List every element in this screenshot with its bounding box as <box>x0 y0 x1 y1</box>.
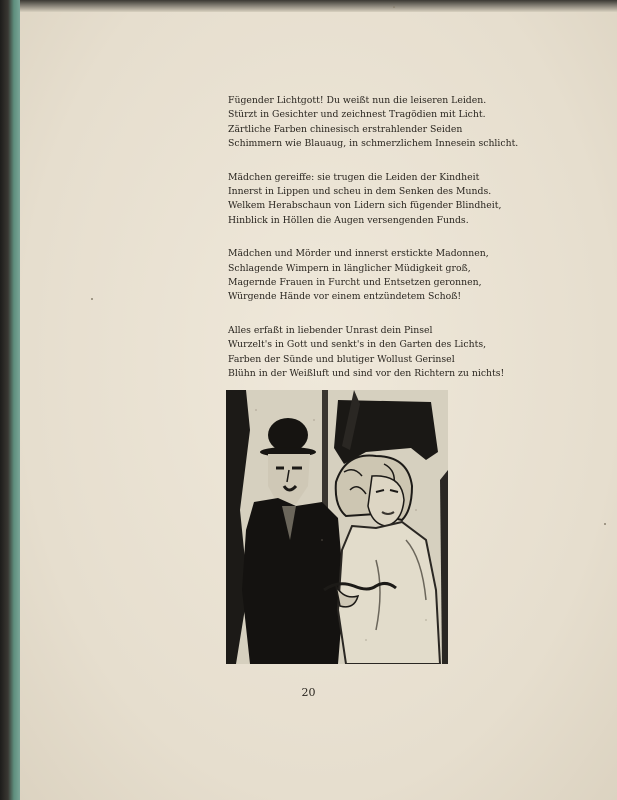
poem-line: Schlagende Wimpern in länglicher Müdigkeit groß, <box>228 262 471 274</box>
poem-line: Hinblick in Höllen die Augen versengenden Funds. <box>228 214 469 226</box>
paper-speck <box>604 523 606 525</box>
page-top-shadow <box>20 0 617 12</box>
poem-line: Farben der Sünde und blutiger Wollust Gerinsel <box>228 353 455 365</box>
poem-line: Alles erfaßt in liebender Unrast dein Pinsel <box>228 324 433 336</box>
paper-speck <box>393 6 395 8</box>
poem <box>228 94 528 401</box>
poem-line: Zärtliche Farben chinesisch erstrahlender Seiden <box>228 123 463 135</box>
poem-line: Magernde Frauen in Furcht und Entsetzen geronnen, <box>228 277 482 289</box>
book-spine <box>0 0 20 800</box>
poem-line: Innerst in Lippen und scheu in dem Senken des Munds. <box>228 186 492 198</box>
stanza <box>228 324 528 382</box>
poem-line: Schimmern wie Blauaug, in schmerzlichem Innesein schlicht. <box>228 138 519 150</box>
bowler-hat <box>268 418 308 452</box>
poem-line: Mädchen und Mörder und innerst erstickte Madonnen, <box>228 248 489 260</box>
paper-speck <box>91 298 93 300</box>
stanza <box>228 94 528 152</box>
woodcut-couple-illustration <box>226 390 448 664</box>
poem-line: Würgende Hände vor einem entzündetem Schoß! <box>228 291 462 303</box>
illustration-art <box>226 390 448 664</box>
poem-line: Fügender Lichtgott! Du weißt nun die leiseren Leiden. <box>228 95 487 106</box>
stanza <box>228 247 528 305</box>
page-number: 20 <box>301 686 316 699</box>
woman-face <box>368 476 404 526</box>
poem-line: Welkem Herabschaun von Lidern sich fügender Blindheit, <box>228 200 502 212</box>
poem-line: Wurzelt's in Gott und senkt's in den Garten des Lichts, <box>228 339 487 351</box>
stanza <box>228 171 528 229</box>
poem-line: Stürzt in Gesichter und zeichnest Tragödien mit Licht. <box>228 109 486 121</box>
poem-line: Mädchen gereiffe: sie trugen die Leiden der Kindheit <box>228 171 480 183</box>
poem-line: Blühn in der Weißluft und sind vor den Richtern zu nichts! <box>228 368 505 380</box>
